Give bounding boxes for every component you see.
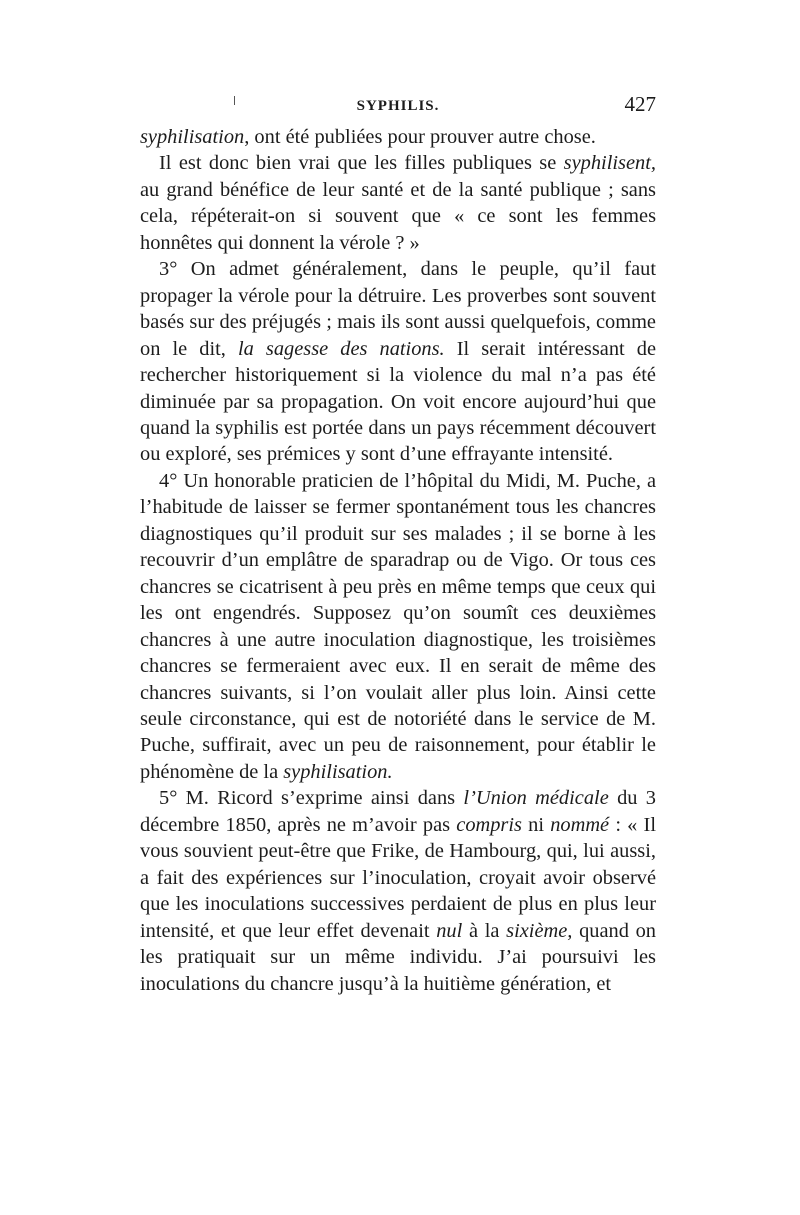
text-run: du 3 décembre 1850, après ne m’avoir pas bbox=[140, 787, 656, 836]
text-run: quand on les pratiquait sur un même individu. J’ai poursuivi les inoculations du chancre jusqu’à la huitième génération, et bbox=[140, 919, 656, 995]
italic-text: syphilisation. bbox=[283, 760, 393, 783]
text-run: 5° M. Ricord s’exprime ainsi dans bbox=[159, 787, 464, 810]
italic-text: syphilisation bbox=[140, 126, 245, 148]
text-run: à la bbox=[462, 919, 507, 942]
italic-text: l’Union médicale bbox=[463, 787, 609, 810]
italic-text: syphilisent, bbox=[563, 152, 656, 175]
text-run: ni bbox=[521, 813, 551, 836]
italic-text: nul bbox=[436, 919, 463, 942]
page-header bbox=[140, 92, 656, 124]
paragraph-point-5 bbox=[140, 785, 656, 997]
body-text bbox=[140, 124, 656, 997]
paragraph-point-3 bbox=[140, 256, 656, 468]
text-run: Il est donc bien vrai que les filles publiques se bbox=[159, 152, 564, 175]
paragraph-point-4 bbox=[140, 468, 656, 785]
text-run: : « Il vous souvient peut-être que Frike, de Hambourg, qui, lui aussi, a fait des expériences sur l’inoculation, croyait avoir observé que les inoculations successives perdaient de plus en plus leur intensité, et que leur effet devenait bbox=[140, 813, 657, 942]
italic-text: la sagesse des nations. bbox=[237, 337, 445, 360]
italic-text: nommé bbox=[550, 813, 610, 836]
page-number: 427 bbox=[624, 92, 656, 116]
book-page bbox=[140, 92, 656, 997]
italic-text: compris bbox=[456, 813, 522, 836]
running-title: SYPHILIS. bbox=[356, 98, 440, 114]
paragraph bbox=[140, 150, 656, 256]
text-run: , ont été publiées pour prouver autre chose. bbox=[244, 126, 596, 148]
text-run: 3° On admet généralement, dans le peuple, qu’il faut propager la vérole pour la détruire. Les proverbes sont souvent basés sur des préjugés ; mais ils sont aussi quelquefois, comme on le dit, bbox=[140, 258, 656, 360]
text-run: 4° Un honorable praticien de l’hôpital du Midi, M. Puche, a l’habitude de laisser se fermer spontanément tous les chancres diagnostiques qu’il produit sur ses malades ; il se borne à les recouvrir d’un emplâtre de sparadrap ou de Vigo. Or tous ces chancres se cicatrisent à peu près en même temps que ceux qui les ont engendrés. Supposez qu’on soumît ces deuxièmes chancres à une autre inoculation diagnostique, les troisièmes chancres se fermeraient avec eux. Il en serait de même des chancres suivants, si l’on voulait aller plus loin. Ainsi cette seule circonstance, qui est de notoriété dans le service de M. Puche, suffirait, avec un peu de raisonnement, pour établir le phénomène de la bbox=[140, 469, 656, 783]
paragraph-continued bbox=[140, 124, 656, 150]
italic-text: sixième, bbox=[506, 919, 573, 942]
text-run: Il serait intéressant de rechercher historiquement si la violence du mal n’a pas été diminuée par sa propagation. On voit encore aujourd’hui que quand la syphilis est portée dans un pays récemment découvert ou exploré, ses prémices y sont d’une effrayante intensité. bbox=[140, 337, 656, 466]
text-run: au grand bénéfice de leur santé et de la santé publique ; sans cela, répéterait-on si souvent que « ce sont les femmes honnêtes qui donnent la vérole ? » bbox=[140, 178, 656, 254]
